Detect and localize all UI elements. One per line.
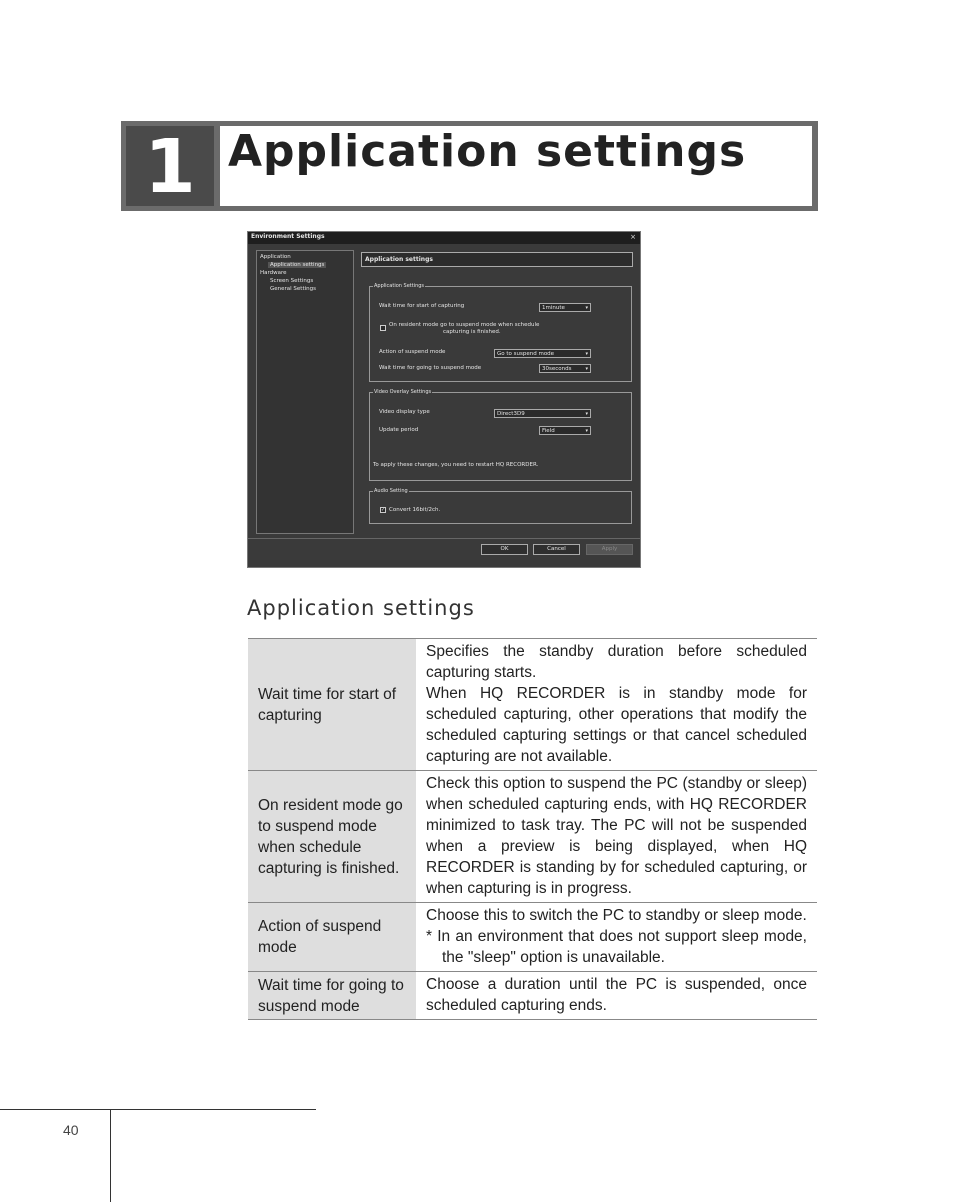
apply-button[interactable]: Apply xyxy=(586,544,633,555)
settings-table xyxy=(248,638,817,1020)
wait-start-value: 1minute xyxy=(542,305,565,311)
resident-suspend-checkbox[interactable] xyxy=(380,325,386,331)
video-overlay-group xyxy=(369,389,632,481)
update-period-value: Field xyxy=(542,428,555,434)
table-row xyxy=(248,639,817,771)
section-title: Application settings xyxy=(247,596,475,620)
description-note: * In an environment that does not support sleep mode, the "sleep" option is unavailable. xyxy=(426,928,807,966)
description-text: Choose a duration until the PC is suspended, once scheduled capturing ends. xyxy=(426,976,807,1014)
chevron-down-icon: ▾ xyxy=(585,305,588,311)
wait-suspend-select[interactable] xyxy=(539,364,591,373)
resident-suspend-label-1: On resident mode go to suspend mode when schedule xyxy=(389,322,540,328)
ok-button[interactable]: OK xyxy=(481,544,528,555)
group-label: Video Overlay Settings xyxy=(374,389,432,395)
tree-item-hardware[interactable]: Hardware xyxy=(260,270,287,276)
window-title-bar xyxy=(248,232,640,244)
cancel-button[interactable]: Cancel xyxy=(533,544,580,555)
panel-title: Application settings xyxy=(365,256,433,263)
application-settings-group xyxy=(369,283,632,382)
update-period-select[interactable] xyxy=(539,426,591,435)
chevron-down-icon: ▾ xyxy=(585,411,588,417)
description-text: Check this option to suspend the PC (standby or sleep) when scheduled capturing ends, with HQ RECORDER minimized to task tray. The PC will not be suspended when a preview is being displayed, when HQ RECORDER is standing by for scheduled capturing, or when capturing is in progress. xyxy=(426,775,807,897)
setting-name: Wait time for going to suspend mode xyxy=(248,972,416,1020)
description-text: Specifies the standby duration before scheduled capturing starts. xyxy=(426,643,807,681)
panel-header xyxy=(361,252,633,267)
footer-vertical-rule xyxy=(110,1109,111,1202)
wait-start-label: Wait time for start of capturing xyxy=(379,303,465,309)
close-icon[interactable]: × xyxy=(630,233,636,241)
display-type-label: Video display type xyxy=(379,409,430,415)
description-text: When HQ RECORDER is in standby mode for scheduled capturing, other operations that modify the scheduled capturing settings or that cancel scheduled capturing are not available. xyxy=(426,685,807,765)
action-suspend-select[interactable] xyxy=(494,349,591,358)
footer-rule xyxy=(0,1109,316,1110)
convert-label: Convert 16bit/2ch. xyxy=(389,507,441,513)
setting-name: On resident mode go to suspend mode when schedule capturing is finished. xyxy=(248,771,416,903)
chapter-title: Application settings xyxy=(228,126,747,177)
display-type-select[interactable] xyxy=(494,409,591,418)
chapter-header xyxy=(121,121,818,211)
group-label: Application Settings xyxy=(374,283,425,289)
page-number: 40 xyxy=(63,1122,79,1138)
wait-suspend-label: Wait time for going to suspend mode xyxy=(379,365,482,371)
description-text: Choose this to switch the PC to standby or sleep mode. xyxy=(426,907,807,924)
window-divider xyxy=(248,538,640,539)
chevron-down-icon: ▾ xyxy=(585,351,588,357)
wait-start-select[interactable] xyxy=(539,303,591,312)
action-suspend-value: Go to suspend mode xyxy=(497,351,555,357)
display-type-value: Direct3D9 xyxy=(497,411,525,417)
restart-note: To apply these changes, you need to restart HQ RECORDER. xyxy=(373,462,539,468)
tree-item-application[interactable]: Application xyxy=(260,254,291,260)
setting-description xyxy=(416,771,817,903)
setting-name: Action of suspend mode xyxy=(248,903,416,972)
chevron-down-icon: ▾ xyxy=(585,428,588,434)
settings-tree xyxy=(256,250,354,534)
chapter-number: 1 xyxy=(126,126,214,206)
update-period-label: Update period xyxy=(379,427,419,433)
setting-description xyxy=(416,972,817,1020)
table-row xyxy=(248,972,817,1020)
setting-description xyxy=(416,639,817,771)
table-row xyxy=(248,771,817,903)
table-row xyxy=(248,903,817,972)
tree-item-general-settings[interactable]: General Settings xyxy=(270,286,316,292)
tree-item-application-settings[interactable]: Application settings xyxy=(270,262,325,268)
chevron-down-icon: ▾ xyxy=(585,366,588,372)
chapter-title-box xyxy=(220,126,812,206)
convert-checkbox[interactable]: ✓ xyxy=(381,507,386,513)
tree-item-screen-settings[interactable]: Screen Settings xyxy=(270,278,314,284)
environment-settings-window xyxy=(247,231,641,568)
window-title: Environment Settings xyxy=(251,233,325,240)
wait-suspend-value: 30seconds xyxy=(542,366,572,372)
audio-setting-group xyxy=(369,488,632,524)
group-label: Audio Setting xyxy=(374,488,408,494)
resident-suspend-label-2: capturing is finished. xyxy=(443,329,501,335)
setting-description xyxy=(416,903,817,972)
action-suspend-label: Action of suspend mode xyxy=(379,349,446,355)
setting-name: Wait time for start of capturing xyxy=(248,639,416,771)
